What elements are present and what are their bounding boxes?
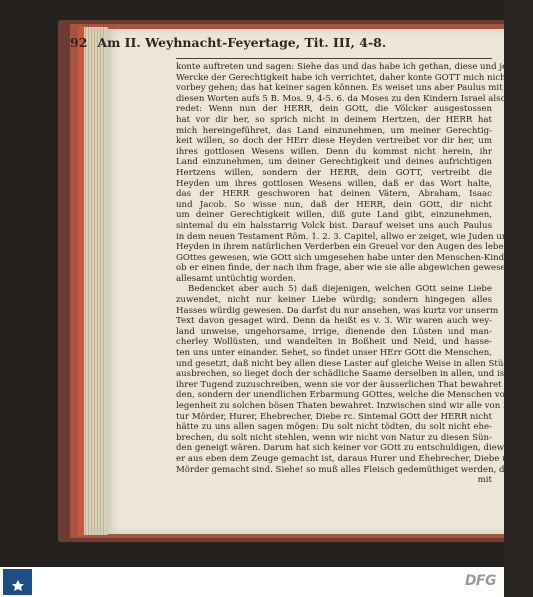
text-line: das der HERR geschworen hat deinen Vätern, Abraham, Isaac: [176, 189, 492, 200]
text-line: tur Mörder, Hurer, Ehebrecher, Diebe rc. Sintemal GOtt der HERR nicht: [176, 411, 493, 422]
page-edges: [80, 27, 108, 535]
text-line: ten uns unter einander. Sehet, so findet unser HErr GOtt die Menschen,: [176, 348, 492, 359]
text-line: GOttes gewesen, wie GOtt sich umgesehen habe unter den Menschen-Kindern,: [176, 252, 522, 263]
page-body-text: [176, 62, 533, 486]
text-line: Heyden in ihrem natürlichen Verderben ein Greuel vor den Augen des lebendigen: [176, 242, 533, 253]
text-line: Mörder gemacht sind. Siehe! so muß alles Fleisch gedemüthiget werden, da-: [176, 464, 513, 475]
foundation-emblem-icon: [12, 580, 24, 591]
text-line: ihres gottlosen Wesens willen. Denn du kommst nicht herein, ihr: [176, 146, 492, 157]
text-line: hat vor dir her, so sprich nicht in deinem Hertzen, der HERR hat: [176, 114, 492, 125]
text-line: diesen Worten aufs 5 B. Mos. 9, 4-5. 6. da Moses zu den Kindern Israel also: [176, 93, 506, 104]
page-number: 92: [70, 35, 88, 50]
running-head: [70, 35, 386, 50]
catchword: mit: [477, 475, 492, 486]
text-line: konte auftreten und sagen: Siehe das und das habe ich gethan, diese und jene: [176, 62, 518, 72]
text-line: ob er einen finde, der nach ihm frage, aber wie sie alle abgewichen gewesen und: [176, 263, 531, 274]
text-line: cherley Wollüsten, und wandelten in Boßheit und Neid, und hasse-: [176, 337, 492, 348]
francke-foundation-logo[interactable]: [3, 569, 32, 595]
text-line: Hasses würdig gewesen. Da darfst du nur ansehen, was kurtz vor unserm: [176, 305, 499, 316]
text-line: er aus eben dem Zeuge gemacht ist, daraus Hurer und Ehebrecher, Diebe und: [176, 453, 519, 464]
text-line: und gesetzt, daß nicht bey allen diese Laster auf gleiche Weise in allen Stücken: [176, 358, 525, 369]
text-line: legenheit zu solchen bösen Thaten bewahret. Inzwischen sind wir alle von Na-: [176, 401, 519, 411]
text-line: Hertzens willen, sondern der HERR, dein GOTT, vertreibt die: [176, 167, 492, 178]
red-page-edge: [78, 26, 84, 536]
text-line: und Jacob. So wisse nun, daß der HERR, dein GOtt, dir nicht: [176, 199, 492, 210]
text-line: Text davon gesaget wird. Denn da heißt es v. 3. Wir waren auch wey-: [176, 316, 492, 327]
text-line: den geneigt wären. Darum hat sich keiner vor GOtt zu entschuldigen, dieweil: [176, 443, 515, 454]
text-line: brechen, du solt nicht stehlen, wenn wir nicht von Natur zu diesen Sün-: [176, 432, 492, 443]
text-line: redet: Wenn nun der HERR, dein GOtt, die Völcker ausgestossen: [176, 104, 492, 115]
text-line: allesamt untüchtig worden.: [176, 273, 296, 284]
text-line: mich hereingeführet, das Land einzunehmen, um meiner Gerechtig-: [176, 125, 492, 136]
dfg-logo-text: DFG: [464, 573, 496, 589]
text-line: Wercke der Gerechtigkeit habe ich verrichtet, daher konte GOTT mich nicht: [176, 72, 510, 83]
text-line: den, sondern der unendlichen Erbarmung GOttes, welche die Menschen vor Ge-: [176, 390, 527, 401]
text-line: ihrer Tugend zuzuschreiben, wenn sie vor der äusserlichen That bewahret wer-: [176, 379, 524, 390]
text-line: Heyden um ihres gottlosen Wesens willen, daß er das Wort halte,: [176, 178, 492, 189]
text-line: um deiner Gerechtigkeit willen, diß gute Land gibt, einzunehmen,: [176, 210, 492, 221]
text-line: zuwendet, nicht nur keiner Liebe würdig; sondern hingegen alles: [176, 295, 492, 306]
text-line: land unweise, ungehorsame, irrige, dienende den Lüsten und man-: [176, 326, 492, 337]
running-head-title: Am II. Weyhnacht-Feyertage, Tit. III, 4-8.: [97, 35, 387, 50]
text-line: Land einzunehmen, um deiner Gerechtigkeit und deines aufrichtigen: [176, 157, 492, 168]
head-rule: [176, 58, 492, 59]
text-line: hätte zu uns allen sagen mögen: Du solt nicht tödten, du solt nicht ehe-: [176, 422, 492, 433]
text-line: in dem neuen Testament Röm. 1. 2. 3. Capitel, allwo er zeiget, wie Juden und: [176, 231, 513, 242]
footer-bar: [0, 567, 504, 597]
text-line: keit willen, so doch der HErr diese Heyden vertreibet vor dir her, um: [176, 136, 492, 147]
text-line: Bedencket aber auch 5) daß diejenigen, welchen GOtt seine Liebe: [188, 284, 492, 295]
dfg-logo[interactable]: [465, 573, 496, 589]
text-line: sintemal du ein halsstarrig Volck bist. Darauf weiset uns auch Paulus: [176, 220, 492, 231]
text-line: ausbrechen, so lieget doch der schädliche Saame derselben in allen, und ist nicht: [176, 369, 533, 380]
text-line: vorbey gehen; das hat keiner sagen können. Es weiset uns aber Paulus mit: [176, 83, 503, 94]
